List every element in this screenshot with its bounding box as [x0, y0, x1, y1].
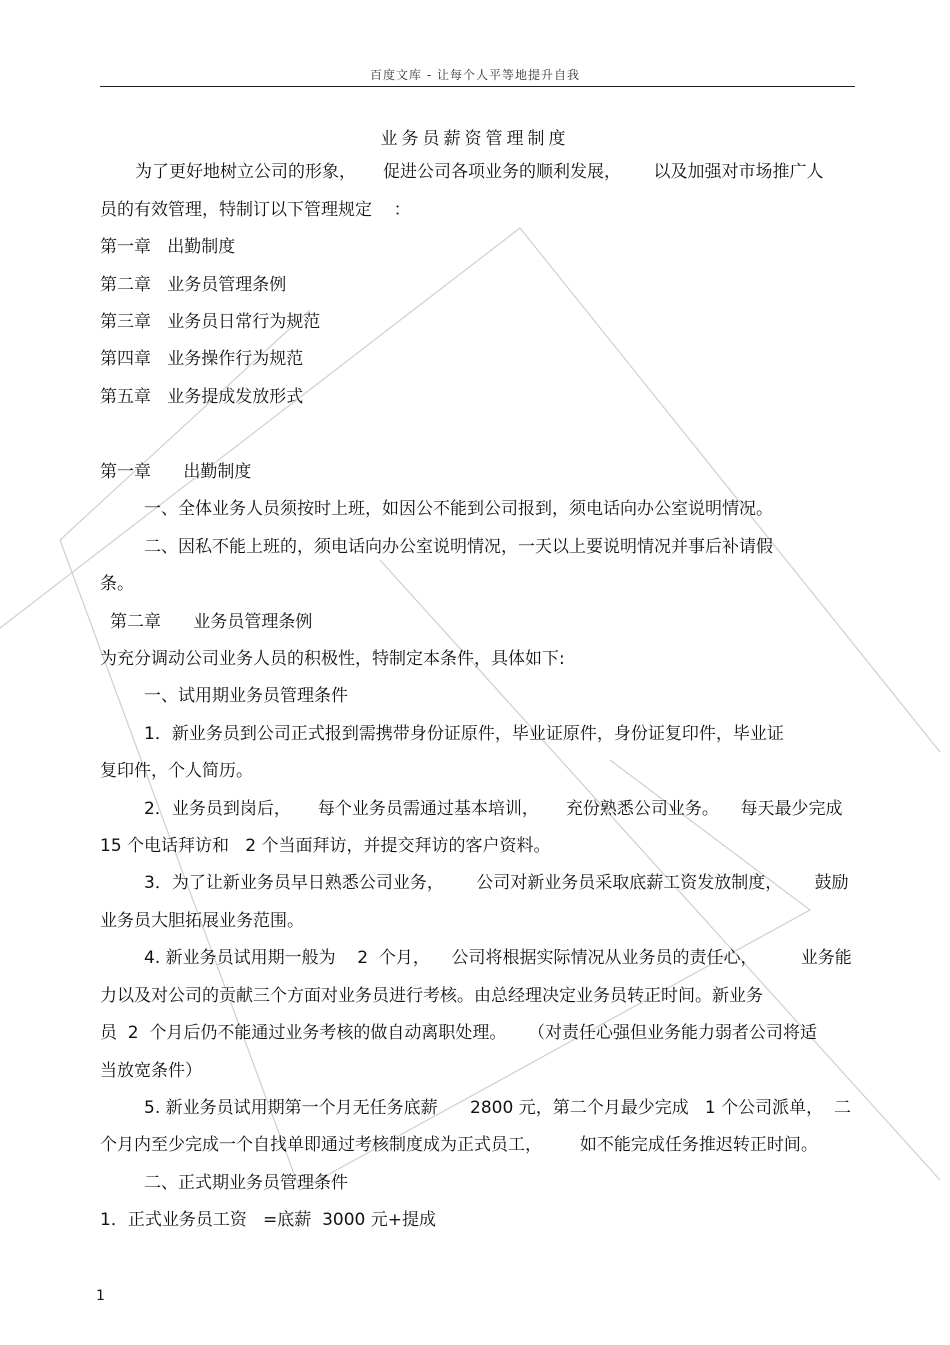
header-divider	[100, 86, 855, 87]
section-probation-heading: 一、试用期业务员管理条件	[144, 686, 348, 706]
toc-item-2: 第二章 业务员管理条例	[100, 275, 287, 295]
page-header: 百度文库 - 让每个人平等地提升自我	[370, 68, 580, 82]
probation-item-3: 3．为了让新业务员早日熟悉公司业务， 公司对新业务员采取底薪工资发放制度， 鼓励	[144, 873, 849, 893]
probation-item-1: 1．新业务员到公司正式报到需携带身份证原件，毕业证原件，身份证复印件，毕业证	[144, 724, 784, 744]
probation-item-4-cont-3: 当放宽条件）	[100, 1061, 202, 1081]
probation-item-1-cont: 复印件，个人简历。	[100, 761, 253, 781]
page-number: 1	[96, 1288, 105, 1304]
chapter2-intro: 为充分调动公司业务人员的积极性，特制定本条件，具体如下:	[100, 649, 565, 669]
probation-item-2: 2．业务员到岗后， 每个业务员需通过基本培训， 充份熟悉公司业务。 每天最少完成	[144, 799, 843, 819]
intro-line-2: 员的有效管理，特制订以下管理规定 ：	[100, 200, 411, 220]
toc-item-3: 第三章 业务员日常行为规范	[100, 312, 321, 332]
intro-line-1: 为了更好地树立公司的形象， 促进公司各项业务的顺利发展， 以及加强对市场推广人	[135, 162, 824, 182]
toc-item-5: 第五章 业务提成发放形式	[100, 387, 304, 407]
probation-item-3-cont: 业务员大胆拓展业务范围。	[100, 911, 304, 931]
toc-item-1: 第一章 出勤制度	[100, 237, 236, 257]
watermark-stroke	[0, 228, 940, 752]
document-title: 业务员薪资管理制度	[380, 129, 570, 149]
chapter2-heading: 第二章 业务员管理条例	[110, 612, 313, 632]
probation-item-4-cont-1: 力以及对公司的贡献三个方面对业务员进行考核。由总经理决定业务员转正时间。新业务	[100, 986, 763, 1006]
probation-item-5: 5. 新业务员试用期第一个月无任务底薪 2800 元，第二个月最少完成 1 个公司派单， 二	[144, 1098, 851, 1118]
watermark-stroke	[60, 310, 810, 1190]
chapter1-paragraph-1: 一、全体业务人员须按时上班，如因公不能到公司报到，须电话向办公室说明情况。	[144, 499, 773, 519]
toc-item-4: 第四章 业务操作行为规范	[100, 349, 304, 369]
probation-item-2-cont: 15 个电话拜访和 2 个当面拜访，并提交拜访的客户资料。	[100, 836, 551, 856]
probation-item-4: 4. 新业务员试用期一般为 2 个月， 公司将根据实际情况从业务员的责任心， 业务能	[144, 948, 852, 968]
chapter1-paragraph-2: 二、因私不能上班的，须电话向办公室说明情况，一天以上要说明情况并事后补请假	[144, 537, 773, 557]
chapter1-paragraph-2-cont: 条。	[100, 574, 134, 594]
probation-item-5-cont: 个月内至少完成一个自找单即通过考核制度成为正式员工， 如不能完成任务推迟转正时间。	[100, 1135, 818, 1155]
regular-salary-line: 1．正式业务员工资 =底薪 3000 元+提成	[100, 1210, 436, 1230]
section-regular-heading: 二、正式期业务员管理条件	[144, 1173, 348, 1193]
chapter1-heading: 第一章 出勤制度	[100, 462, 252, 482]
probation-item-4-cont-2: 员 2 个月后仍不能通过业务考核的做自动离职处理。 （对责任心强但业务能力弱者公司将适	[100, 1023, 818, 1043]
